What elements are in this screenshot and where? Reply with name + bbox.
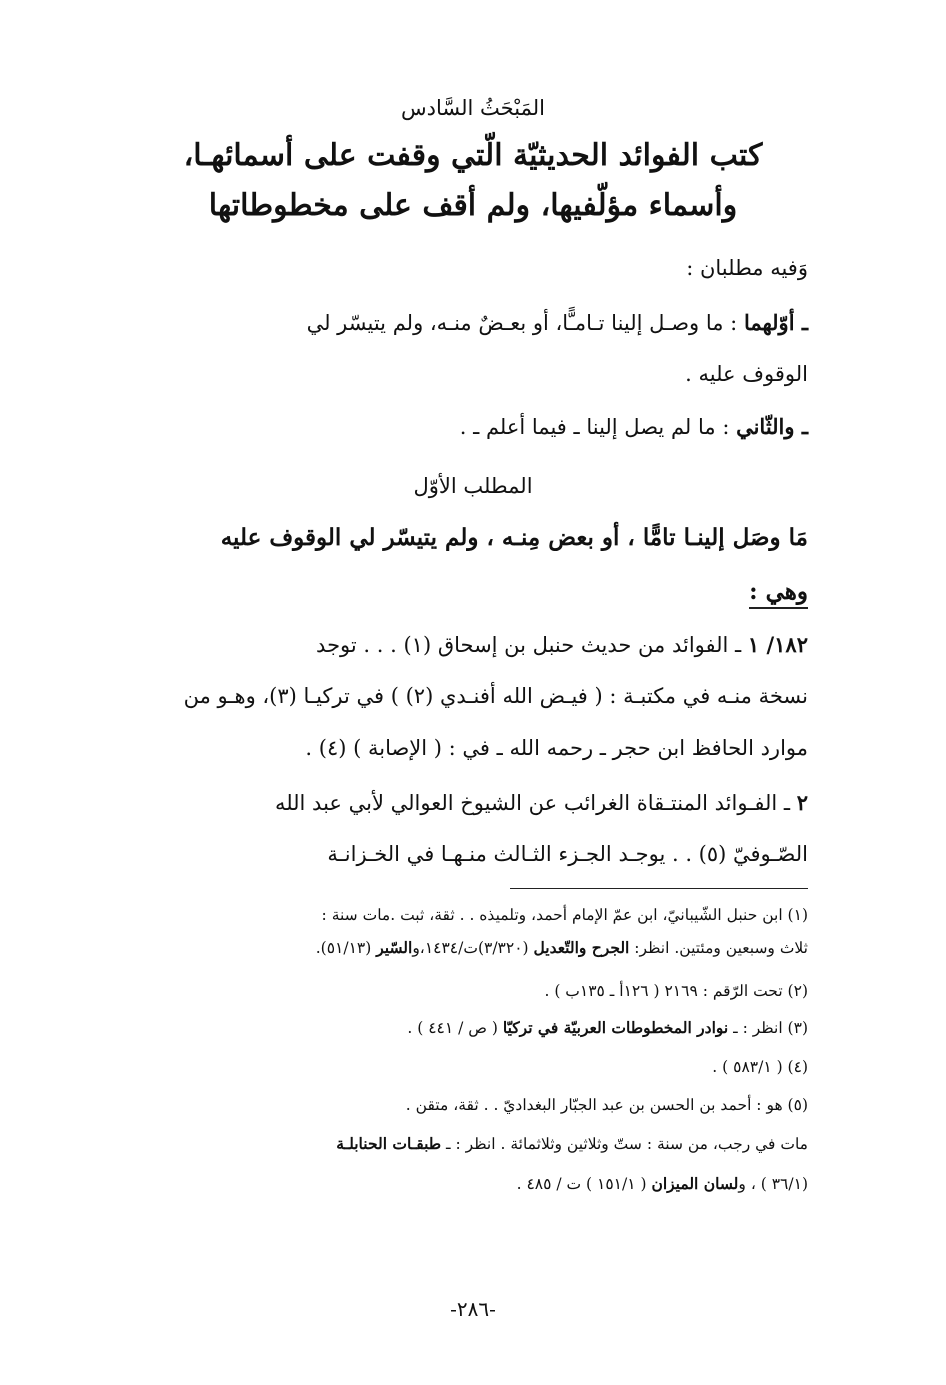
entry-1-line-3: موارد الحافظ ابن حجر ـ رحمه الله ـ في : ( الإصابة ) (٤) .	[305, 736, 808, 760]
chapter-title-line-1: كتب الفوائد الحديثيّة الّتي وقفت على أسمائهـا،	[183, 138, 763, 173]
second-item-lead: ـ والثّاني	[736, 414, 808, 439]
footnote-separator	[510, 888, 808, 889]
footnote-1-ref: (٣/٣٢٠)ت/١٤٣٤،و	[412, 939, 534, 957]
intro-line: وَفيه مطلبان :	[686, 256, 808, 280]
entry-1-number: ١٨٢/ ١	[747, 632, 808, 657]
footnote-3-ref: ( ص / ٤٤١ ) .	[407, 1019, 503, 1037]
footnote-5-line-1: (٥) هو : أحمد بن الحسن بن عبد الجبّار البغداديّ . . ثقة، متقن .	[405, 1096, 808, 1114]
second-item-text: : ما لم يصل إلينا ـ فيما أعلم ـ .	[459, 415, 737, 439]
entry-1-line-2: نسخة منـه في مكتبـة : ( فيـض الله أفنـدي (٢) ) في تركيـا (٣)، وهـو من	[183, 684, 808, 708]
footnote-5-line-3	[517, 1174, 808, 1193]
footnote-5-ref: (٣٦/١ ) ، و	[738, 1175, 808, 1193]
first-item-text: : ما وصـل إلينا تـامـًّا، أو بعـضٌ منـه، ولم يتيسّر لي	[306, 311, 744, 335]
footnote-4: (٤) ( ٥٨٣/١ ) .	[712, 1058, 808, 1076]
footnote-1-book-1: الجرح والتّعديل	[533, 938, 630, 957]
footnote-2: (٢) تحت الرّقم : ٢١٦٩ ( ١٢٦أ ـ ١٣٥ب ) .	[544, 982, 808, 1000]
first-item-line-1	[307, 310, 808, 335]
entry-2-text: ـ الفـوائد المنتـقاة الغرائب عن الشيوخ العوالي لأبي عبد الله	[274, 791, 797, 815]
entry-2-number: ٢	[796, 790, 808, 815]
footnote-1-line-1: (١) ابن حنبل الشّيبانيّ، ابن عمّ الإمام أحمد، وتلميذه . . ثقة، ثبت .مات سنة :	[321, 906, 808, 924]
footnote-5-text: مات في رجب، من سنة : ستّ وثلاثين وثلاثمائة . انظر : ـ	[441, 1135, 808, 1153]
entry-1-line-1	[316, 632, 808, 657]
first-item-line-2: الوقوف عليه .	[685, 362, 808, 386]
matlab-title-tail: وهي :	[749, 578, 808, 609]
entry-2-line-2: الصّـوفيّ (٥) . . يوجـد الجـزء الثـالث منـهـا في الخـزانـة	[327, 842, 808, 866]
footnote-1-text: ثلاث وسبعين ومئتين. انظر:	[629, 939, 808, 957]
matlab-title-line-1: مَا وصَل إلينـا تامًّا ، أو بعض مِنـه ، ولم يتيسّر لي الوقوف عليه	[220, 524, 808, 551]
section-label: المَبْحَثُ السَّادس	[401, 96, 545, 120]
footnote-3	[407, 1018, 808, 1037]
footnote-1-book-2: السّير	[376, 938, 413, 957]
footnote-5-ref-2: ( ١٥١/١ ) ت / ٤٨٥ .	[516, 1175, 652, 1193]
entry-2-line-1	[275, 790, 808, 815]
footnote-1-line-2	[316, 938, 808, 957]
footnote-3-book: نوادر المخطوطات العربيّة في تركيّا	[502, 1018, 729, 1037]
page-number: -٢٨٦-	[450, 1297, 496, 1321]
chapter-title-line-2: وأسماء مؤلّفيها، ولم أقف على مخطوطاتها	[208, 188, 738, 223]
footnote-5-book-1: طبقـات الحنابلـة	[336, 1134, 442, 1153]
first-item-lead: ـ أوّلهما	[743, 310, 808, 335]
footnote-1-ref-2: (٥١/١٣).	[315, 939, 377, 957]
matlab-title-line-2	[749, 578, 808, 605]
matlab-label: المطلب الأوّل	[413, 474, 533, 498]
footnote-5-line-2	[336, 1134, 808, 1153]
second-item-line	[460, 414, 808, 439]
entry-1-text: ـ الفوائد من حديث حنبل بن إسحاق (١) . . . توجد	[316, 633, 748, 657]
footnote-3-text: (٣) انظر : ـ	[728, 1019, 808, 1037]
footnote-5-book-2: لسان الميزان	[651, 1174, 739, 1193]
